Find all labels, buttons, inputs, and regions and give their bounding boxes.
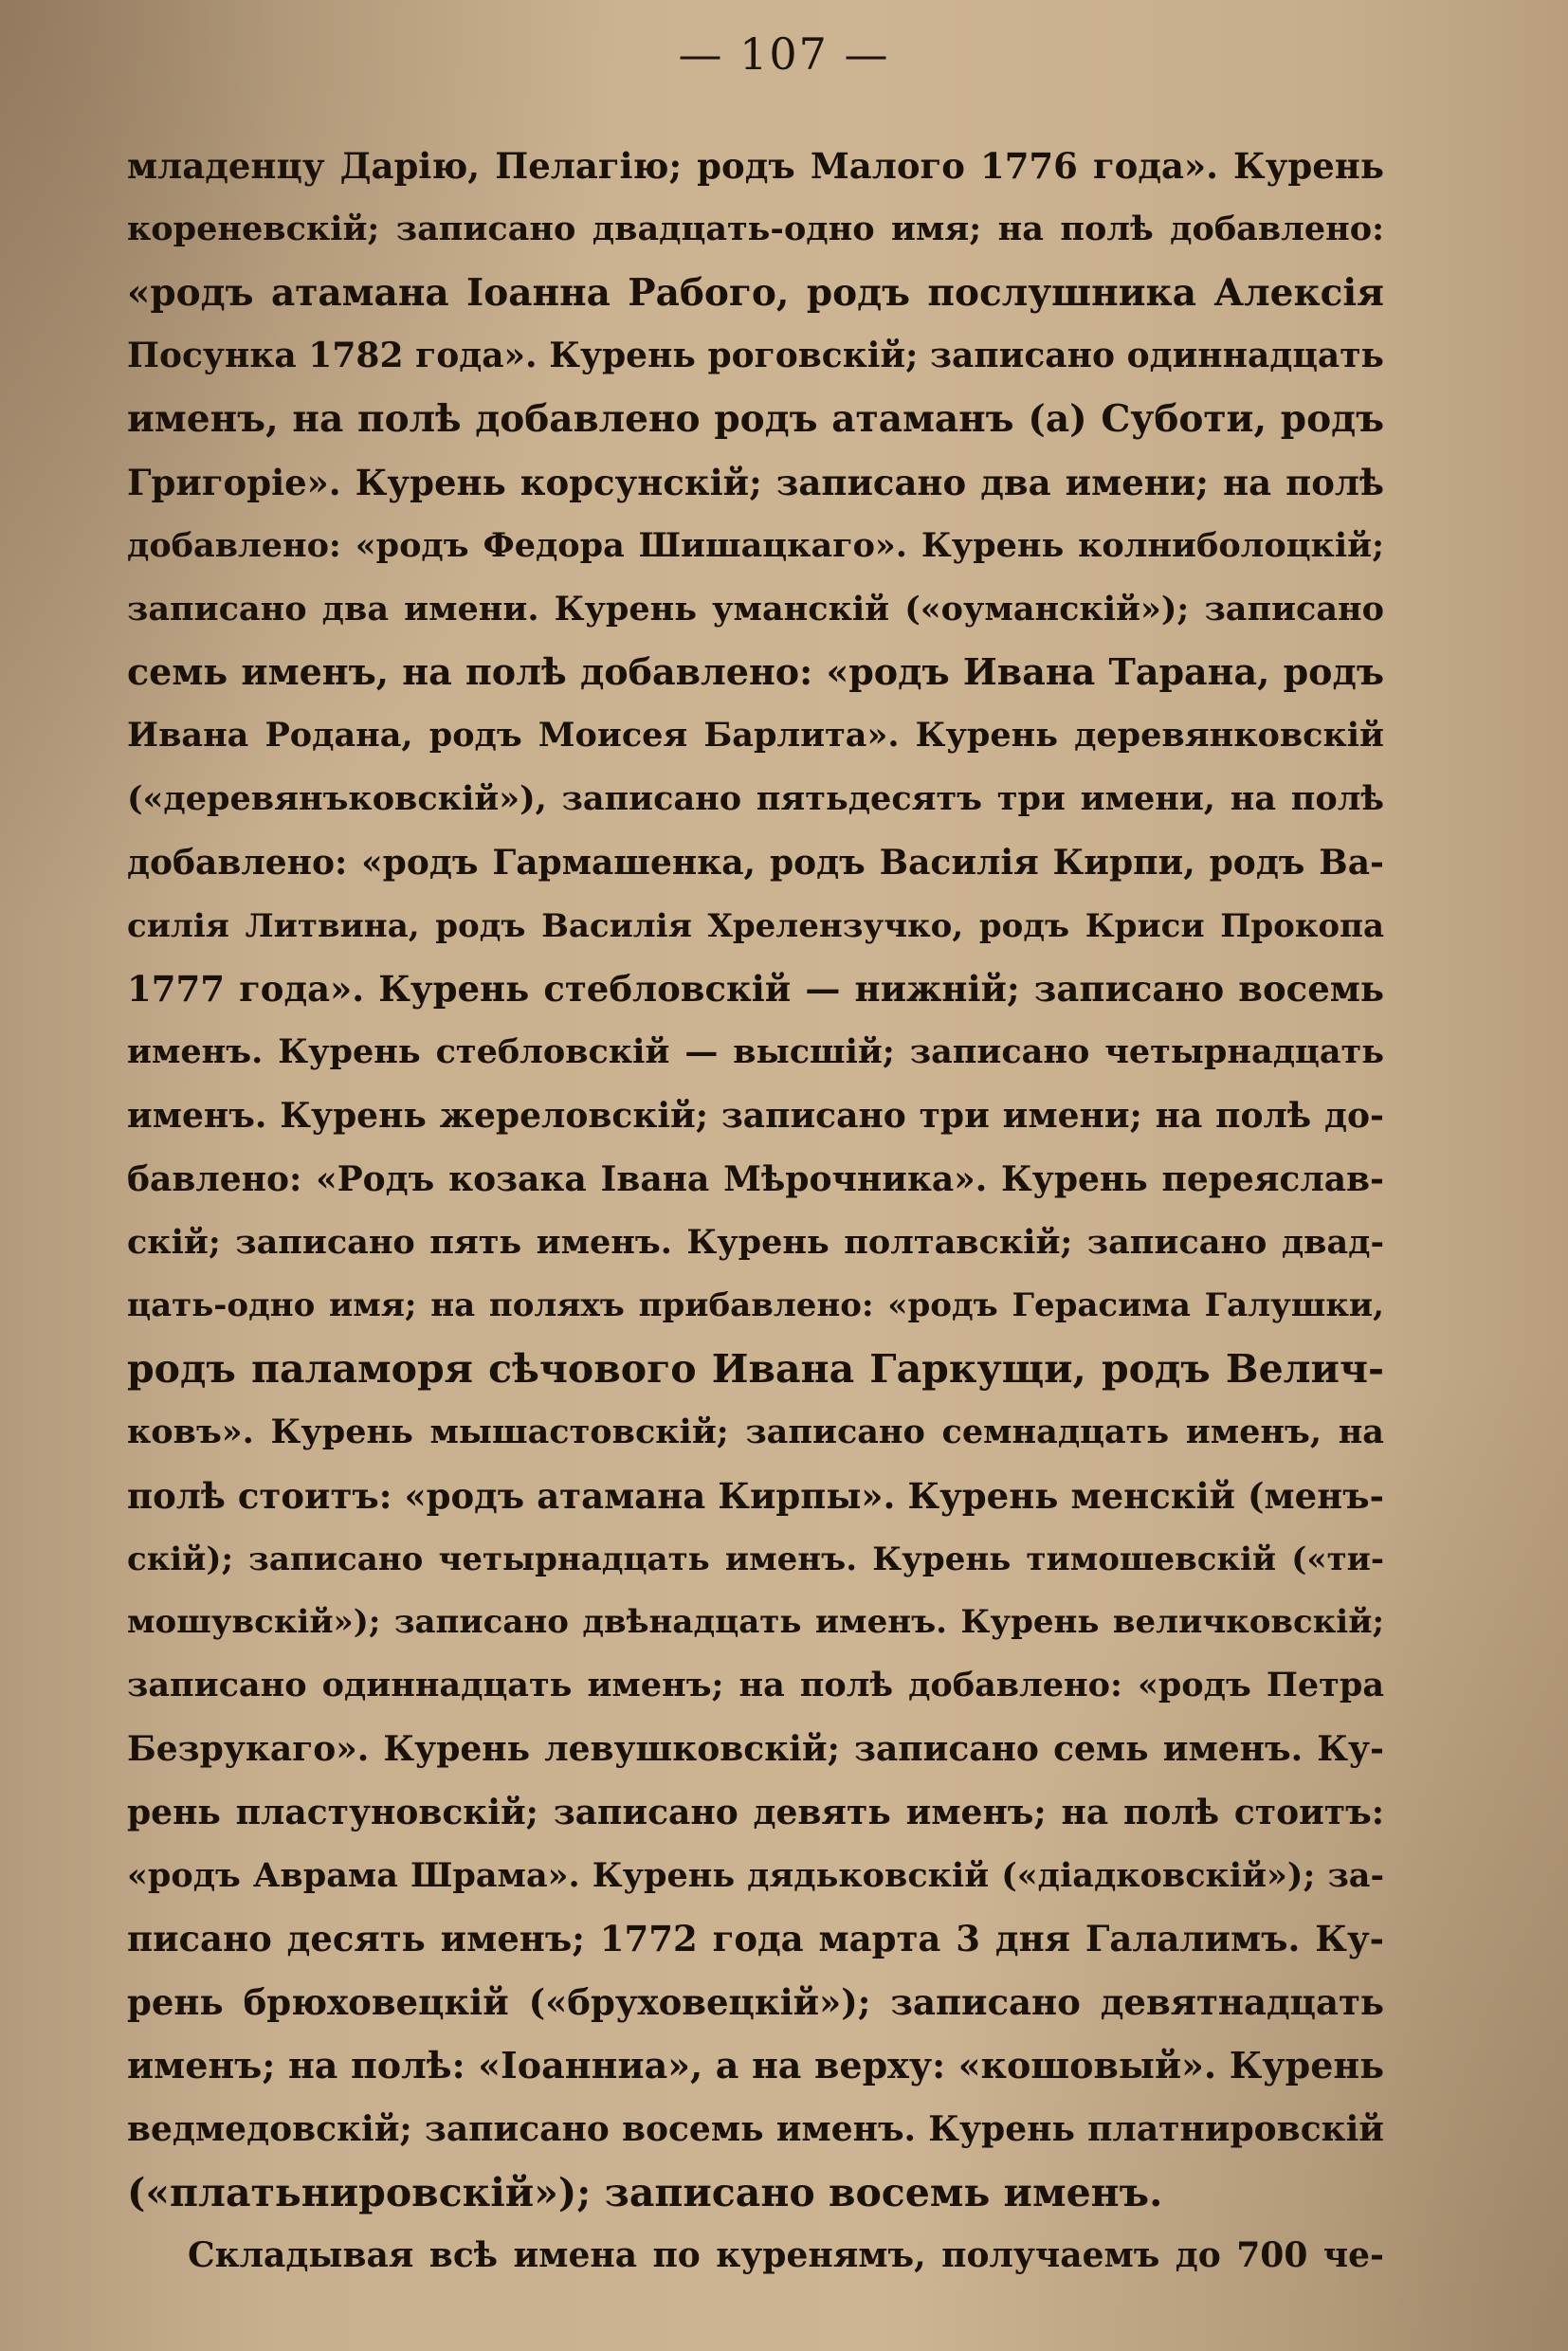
text-line: рень пластуновскій; записано девять именъ; на полѣ стоитъ: — [127, 1792, 1384, 1832]
text-line: записано два имени. Курень уманскій («оуманскій»); записано — [127, 589, 1384, 629]
text-line: ковъ». Курень мышастовскій; записано семнадцать именъ, на — [127, 1412, 1384, 1451]
text-line: («платьнировскій»); записано восемь именъ. — [127, 2169, 1163, 2215]
text-line: семь именъ, на полѣ добавлено: «родъ Ивана Тарана, родъ — [127, 650, 1384, 694]
text-line: скій); записано четырнадцать именъ. Курень тимошевскій («ти- — [127, 1540, 1384, 1578]
text-line: Ивана Родана, родъ Моисея Барлита». Курень деревянковскій — [127, 716, 1384, 756]
text-line: именъ. Курень стебловскій — высшій; записано четырнадцать — [127, 1032, 1384, 1072]
text-line: именъ. Курень жереловскій; записано три имени; на полѣ до- — [127, 1095, 1384, 1136]
text-line: Посунка 1782 года». Курень роговскій; записано одиннадцать — [127, 336, 1384, 376]
body-text — [127, 135, 1384, 2287]
text-line: бавлено: «Родъ козака Івана Мѣрочника». Курень переяслав- — [127, 1158, 1384, 1199]
text-line: именъ, на полѣ добавлено родъ атаманъ (а) Суботи, родъ — [127, 397, 1384, 442]
text-line: «родъ Аврама Шрама». Курень дядьковскій («діадковскій»); за- — [127, 1855, 1384, 1895]
text-line: цать-одно имя; на поляхъ прибавлено: «родъ Герасима Галушки, — [127, 1286, 1384, 1325]
text-line: силія Литвина, родъ Василія Хрелензучко, родъ Криси Прокопа — [127, 906, 1384, 945]
text-line: добавлено: «родъ Гармашенка, родъ Василія Кирпи, родъ Ва- — [127, 842, 1384, 883]
text-line: писано десять именъ; 1772 года марта 3 дня Галалимъ. Ку- — [127, 1918, 1384, 1960]
text-line: скій; записано пять именъ. Курень полтавскій; записано двад- — [127, 1222, 1384, 1262]
text-line: младенцу Дарію, Пелагію; родъ Малого 1776 года». Курень — [127, 145, 1384, 187]
text-line: полѣ стоитъ: «родъ атамана Кирпы». Курень менскій (менъ- — [127, 1474, 1384, 1517]
text-line: 1777 года». Курень стебловскій — нижній; записано восемь — [127, 968, 1384, 1011]
text-line: Григоріе». Курень корсунскій; записано два имени; на полѣ — [127, 461, 1384, 503]
text-line: записано одиннадцать именъ; на полѣ добавлено: «родъ Петра — [127, 1666, 1384, 1705]
text-line: Складывая всѣ имена по куренямъ, получаемъ до 700 че- — [188, 2235, 1384, 2276]
page-number: — 107 — — [678, 28, 890, 80]
text-line: добавлено: «родъ Федора Шишацкаго». Курень колниболоцкій; — [127, 525, 1384, 565]
text-line: «родъ атамана Іоанна Рабого, родъ послушника Алексія — [127, 270, 1384, 315]
text-line: родъ паламоря сѣчового Ивана Гаркущи, родъ Велич- — [127, 1346, 1384, 1393]
text-line: рень брюховецкій («бруховецкій»); записано девятнадцать — [127, 1981, 1384, 2024]
text-line: Безрукаго». Курень левушковскій; записано семь именъ. Ку- — [127, 1728, 1384, 1769]
text-line: именъ; на полѣ: «Іоанниа», а на верху: «кошовый». Курень — [127, 2043, 1384, 2087]
text-line: кореневскій; записано двадцать-одно имя; на полѣ добавлено: — [127, 209, 1384, 248]
text-line: мошувскій»); записано двѣнадцать именъ. Курень величковскій; — [127, 1603, 1384, 1642]
text-line: («деревянъковскій»), записано пятьдесятъ три имени, на полѣ — [127, 778, 1384, 818]
text-line: ведмедовскій; записано восемь именъ. Курень платнировскій — [127, 2108, 1384, 2149]
